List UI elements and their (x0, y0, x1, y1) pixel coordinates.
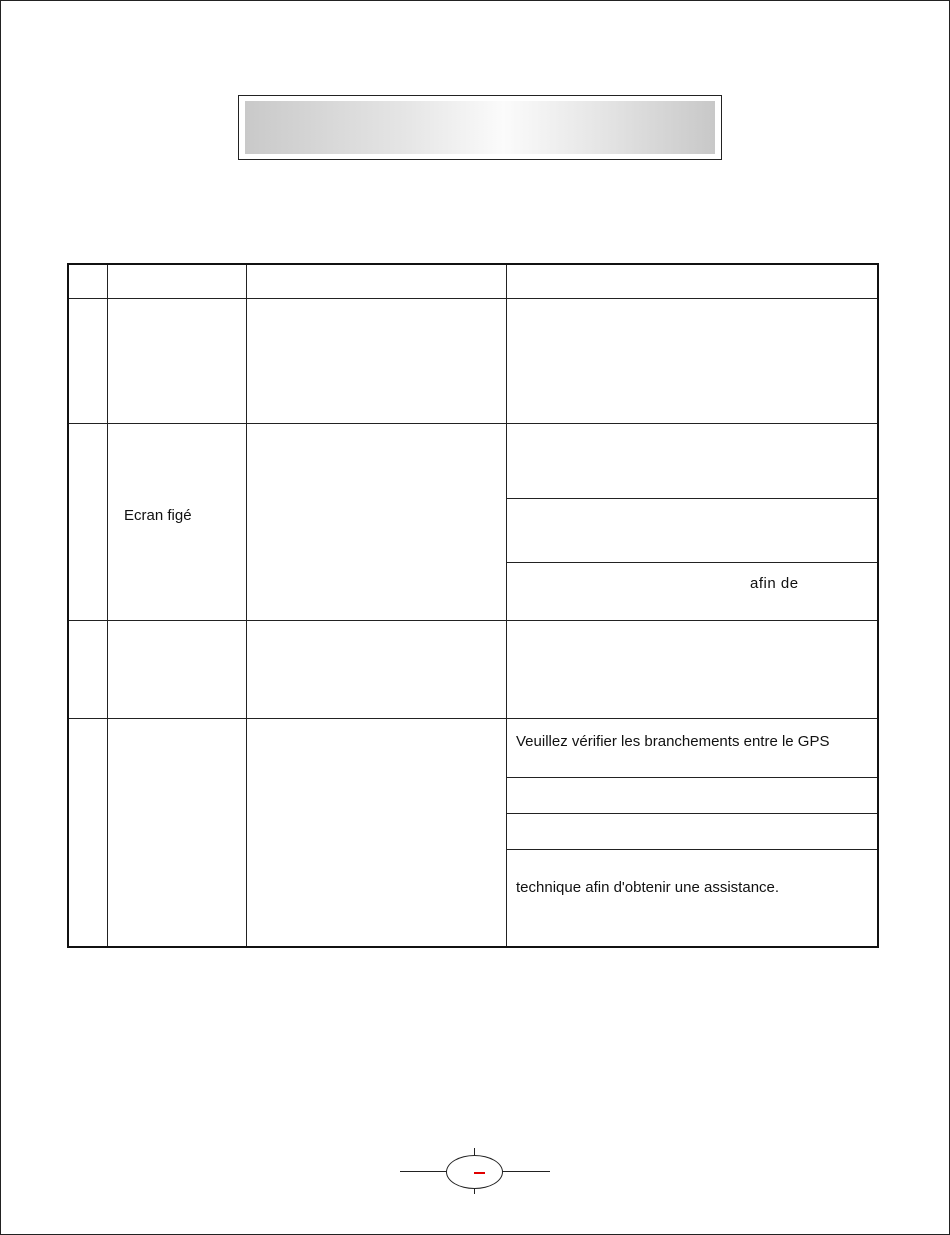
solution-divider (506, 849, 877, 850)
column-divider (506, 265, 507, 946)
row-divider (69, 423, 877, 424)
row-divider (69, 620, 877, 621)
page-number (474, 1172, 485, 1174)
solution-divider (506, 498, 877, 499)
title-banner (238, 95, 722, 160)
column-divider (246, 265, 247, 946)
solution-cell: technique afin d'obtenir une assistance. (516, 879, 780, 896)
troubleshooting-table (67, 263, 879, 948)
solution-divider (506, 813, 877, 814)
solution-cell: afin de (750, 575, 799, 592)
title-banner-fill (245, 101, 715, 154)
row-divider (69, 718, 877, 719)
solution-divider (506, 777, 877, 778)
row-divider (69, 298, 877, 299)
problem-cell: Ecran figé (124, 507, 192, 524)
solution-divider (506, 562, 877, 563)
column-divider (107, 265, 108, 946)
solution-cell: Veuillez vérifier les branchements entre le GPS (516, 733, 830, 750)
